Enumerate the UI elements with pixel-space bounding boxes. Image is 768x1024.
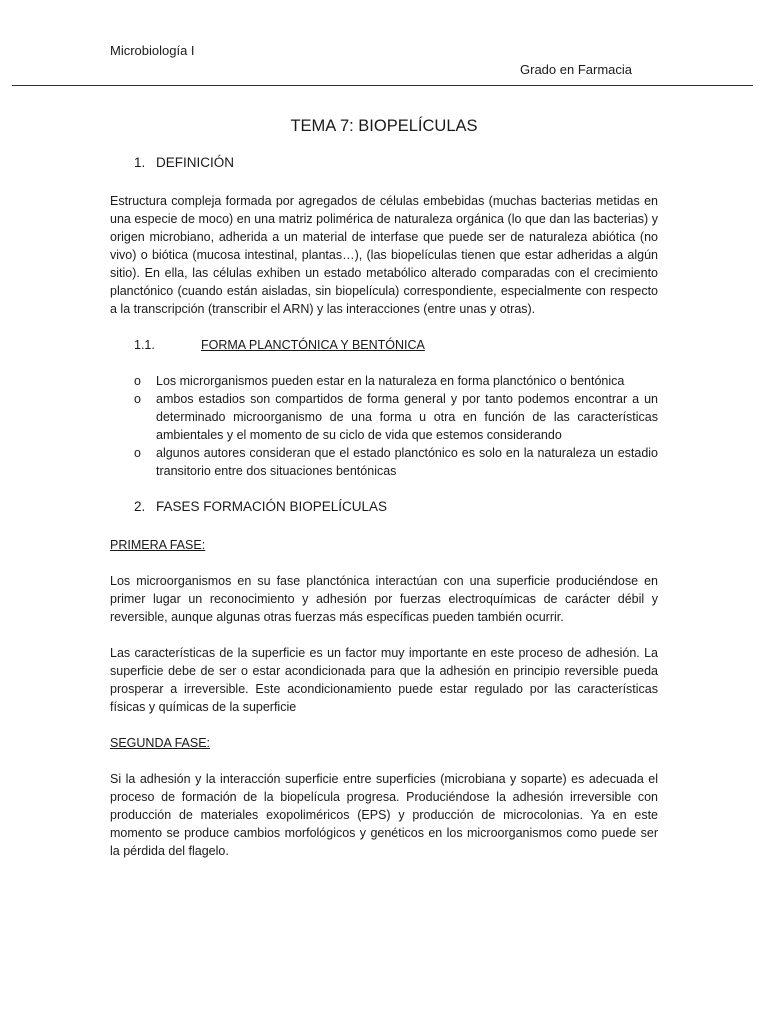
subsection-title: FORMA PLANCTÓNICA Y BENTÓNICA xyxy=(201,338,425,352)
bullet-marker: o xyxy=(134,446,141,460)
list-item-text: Los microrganismos pueden estar en la naturaleza en forma planctónico o bentónica xyxy=(156,374,625,388)
list-item-text: algunos autores consideran que el estado planctónico es solo en la naturaleza un estadio transitorio entre dos situaciones bentónicas xyxy=(156,446,658,478)
header-course: Microbiología I xyxy=(110,43,195,58)
list-item xyxy=(110,372,658,390)
subsection-heading-forma xyxy=(110,336,658,354)
header-divider xyxy=(12,85,753,86)
phase1-paragraph: Los microorganismos en su fase planctónica interactúan con una superficie produciéndose en primer lugar un reconocimiento y adhesión por fuerzas electroquímicas de carácter débil y reversible, aunque algunas otras fuerzas más específicas pueden también ocurrir. xyxy=(110,574,658,624)
list-item-text: ambos estadios son compartidos de forma general y por tanto podemos encontrar a un determinado microorganismo de una forma u otra en función de las características ambientales y el momento de su ciclo de vida que estemos considerando xyxy=(156,392,658,442)
phase-heading-primera: PRIMERA FASE: xyxy=(110,538,206,552)
section-heading-definicion xyxy=(110,154,658,172)
document-body xyxy=(110,154,658,878)
phase1-paragraph: Las características de la superficie es un factor muy importante en este proceso de adhesión. La superficie debe de ser o estar acondicionada para que la adhesión en principio reversible pueda prosperar a irreversible. Este acondicionamiento puede estar regulado por las características físicas y químicas de la superficie xyxy=(110,646,658,714)
document-title: TEMA 7: BIOPELÍCULAS xyxy=(290,117,478,135)
phase2-paragraph: Si la adhesión y la interacción superficie entre superficies (microbiana y soparte) es adecuada el proceso de formación de la biopelícula progresa. Produciéndose la adhesión irreversible con producción de materiales exopoliméricos (EPS) y producción de microcolonias. Ya en este momento se produce cambios morfológicos y genéticos en los microorganismos como puede ser la pérdida del flagelo. xyxy=(110,772,658,858)
bullet-list xyxy=(110,372,658,480)
subsection-number: 1.1. xyxy=(134,338,155,352)
section-heading-fases xyxy=(110,498,658,516)
list-item xyxy=(110,444,658,480)
section-number: 2. xyxy=(134,499,146,514)
phase-heading-segunda: SEGUNDA FASE: xyxy=(110,736,211,750)
header-degree: Grado en Farmacia xyxy=(520,62,632,77)
section-title: FASES FORMACIÓN BIOPELÍCULAS xyxy=(156,499,388,514)
list-item xyxy=(110,390,658,444)
section-title: DEFINICIÓN xyxy=(156,155,235,170)
bullet-marker: o xyxy=(134,392,141,406)
bullet-marker: o xyxy=(134,374,141,388)
section-number: 1. xyxy=(134,155,146,170)
definition-paragraph: Estructura compleja formada por agregados de células embebidas (muchas bacterias metidas en una especie de moco) en una matriz polimérica de naturaleza orgánica (lo que dan las bacterias) y origen microbiano, adherida a un material de interfase que puede ser de naturaleza abiótica (no vivo) o biótica (mucosa intestinal, plantas…), (las biopelículas tienen que estar adheridas a algún sitio). En ella, las células exhiben un estado metabólico alterado comparadas con el crecimiento planctónico (cuando están aisladas, sin biopelícula) correspondiente, especialmente con respecto a la transcripción (transcribir el ARN) y las interacciones (entre unas y otras). xyxy=(110,194,658,316)
